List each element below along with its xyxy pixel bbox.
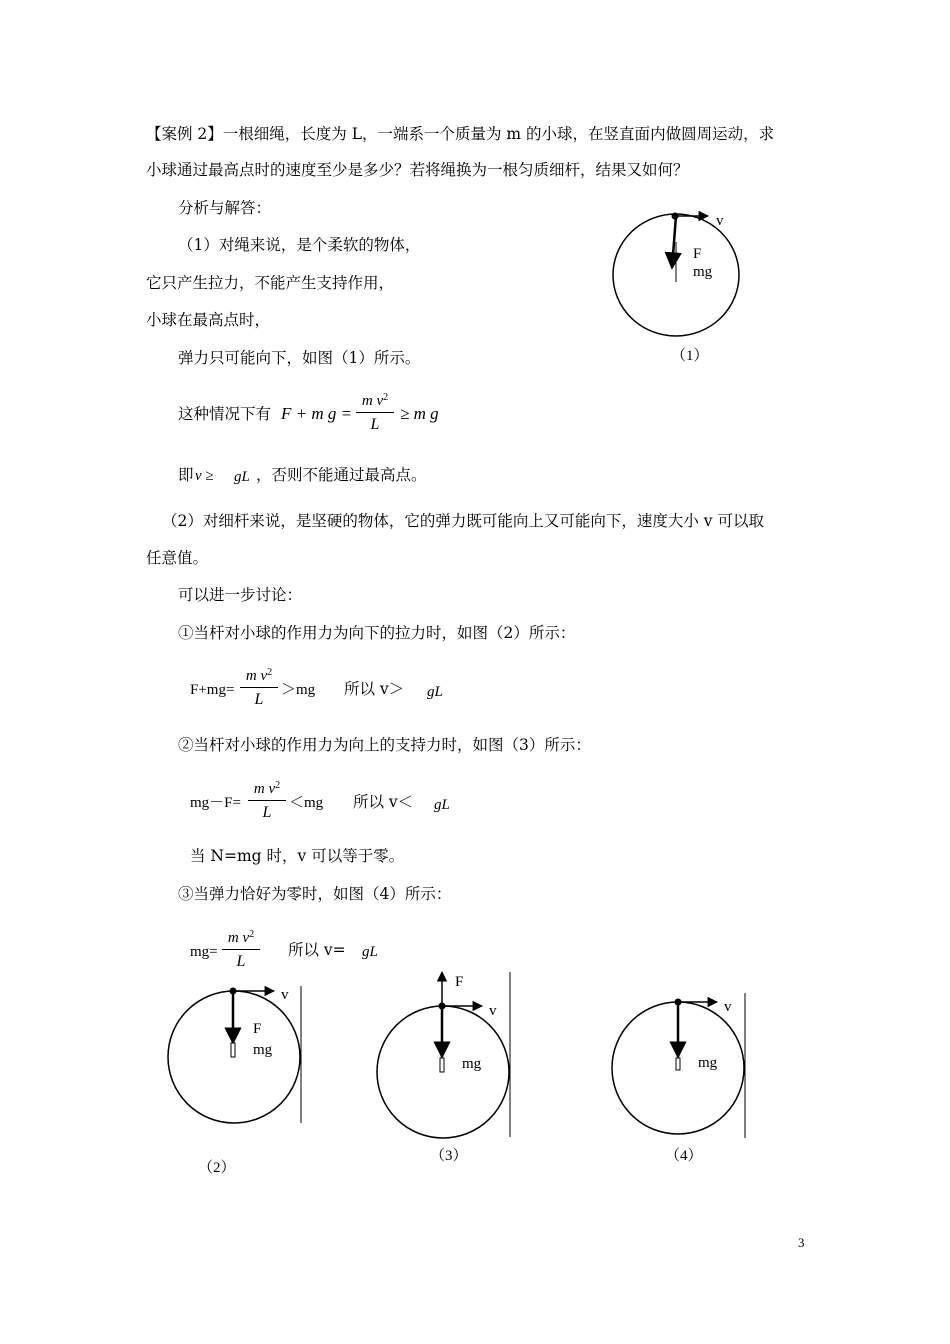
figure-3 <box>377 972 510 1164</box>
case1-lhs: F+mg= <box>190 682 235 698</box>
case1-denominator: L <box>254 691 264 708</box>
fig2-mg-label: mg <box>253 1042 273 1058</box>
figure-4 <box>612 993 745 1164</box>
case2-rhs: ＜mg <box>289 795 324 811</box>
case2-text: ②当杆对小球的作用力为向上的支持力时，如图（3）所示： <box>178 736 591 754</box>
fig2-circle <box>168 991 300 1123</box>
fig2-f-label: F <box>253 1021 262 1037</box>
part1-line-4: 弹力只可能向下，如图（1）所示。 <box>178 349 421 367</box>
fig1-circle <box>613 214 739 336</box>
fig2-v-label: v <box>281 987 289 1003</box>
fig3-rod-stub <box>440 1058 444 1072</box>
eq1-rhs: ≥ m g <box>400 404 439 423</box>
case3-gl: gL <box>362 944 378 960</box>
eq1-prefix: 这种情况下有 <box>178 405 272 423</box>
page-number: 3 <box>798 1235 805 1250</box>
result1-gl: gL <box>234 469 250 485</box>
case-line-2: 小球通过最高点时的速度至少是多少？若将绳换为一根匀质细杆，结果又如何？ <box>146 161 689 179</box>
eq1-denominator: L <box>370 416 380 433</box>
fig1-ball <box>672 213 679 220</box>
fig4-circle <box>612 1002 744 1134</box>
fig2-caption: （2） <box>198 1160 236 1176</box>
fig1-mg-label: mg <box>693 264 713 280</box>
figure-2 <box>168 986 301 1176</box>
fig2-ball <box>230 988 237 995</box>
fig1-v-label: v <box>716 213 724 229</box>
figure-1 <box>613 213 739 365</box>
part2-line-1: （2）对细杆来说，是坚硬的物体，它的弹力既可能向上又可能向下，速度大小 v 可以取 <box>162 512 764 530</box>
fig4-caption: （4） <box>665 1148 703 1164</box>
case2-denominator: L <box>262 804 272 821</box>
part2-line-2: 任意值。 <box>146 549 209 567</box>
part1-line-3: 小球在最高点时， <box>146 311 271 329</box>
part1-line-2: 它只产生拉力，不能产生支持作用， <box>146 274 395 292</box>
result1-suffix: ，否则不能通过最高点。 <box>256 466 427 484</box>
fig3-ball <box>439 1003 446 1010</box>
case1-gl: gL <box>427 684 443 700</box>
case2-note: 当 N=mg 时，v 可以等于零。 <box>190 847 405 865</box>
case3-denominator: L <box>236 953 246 970</box>
case3-numerator: m v <box>227 930 250 946</box>
fig1-caption: （1） <box>671 348 709 364</box>
case3-lhs: mg= <box>190 944 218 960</box>
case-line-1: 【案例 2】一根细绳，长度为 L，一端系一个质量为 m 的小球，在竖直面内做圆周运动，求 <box>146 125 775 143</box>
fig2-rod-stub <box>231 1043 235 1057</box>
case1-fraction <box>240 668 278 708</box>
fig1-force-arrow <box>672 216 676 268</box>
fig3-caption: （3） <box>430 1148 468 1164</box>
analysis-heading: 分析与解答： <box>178 199 272 217</box>
case1-rhs: ＞mg <box>281 682 316 698</box>
result1-prefix: 即 <box>178 466 194 484</box>
fig3-f-label: F <box>455 974 464 990</box>
case2-so: 所以 v＜ <box>353 793 414 811</box>
case2-fraction <box>248 781 286 821</box>
case3-so: 所以 v= <box>288 941 346 959</box>
case2-lhs: mg－F= <box>190 795 241 811</box>
fig3-mg-label: mg <box>462 1056 482 1072</box>
fig4-rod-stub <box>676 1058 680 1070</box>
eq1-fraction <box>356 393 394 433</box>
fig4-ball <box>675 999 682 1006</box>
eq1-numerator: m v <box>361 393 384 409</box>
case2-gl: gL <box>434 797 450 813</box>
case3-text: ③当弹力恰好为零时，如图（4）所示： <box>178 885 452 903</box>
case2-numerator: m v <box>253 781 276 797</box>
result1-v: v ≥ <box>195 468 214 484</box>
fig4-v-label: v <box>724 999 732 1015</box>
case1-numerator: m v <box>245 668 268 684</box>
eq1-exponent: 2 <box>383 392 389 403</box>
eq1-lhs: F + m g = <box>281 404 353 423</box>
fig3-circle <box>377 1006 509 1138</box>
case1-so: 所以 v＞ <box>344 680 405 698</box>
case1-text: ①当杆对小球的作用力为向下的拉力时，如图（2）所示： <box>178 624 576 642</box>
part1-line-1: （1）对绳来说，是个柔软的物体， <box>178 236 421 254</box>
further-discussion: 可以进一步讨论： <box>178 586 303 604</box>
fig1-f-label: F <box>693 246 702 262</box>
fig3-v-label: v <box>489 1003 497 1019</box>
case3-fraction <box>222 930 260 970</box>
case1-exponent: 2 <box>267 667 273 678</box>
case2-exponent: 2 <box>275 780 281 791</box>
case3-exponent: 2 <box>249 929 255 940</box>
fig4-mg-label: mg <box>698 1055 718 1071</box>
